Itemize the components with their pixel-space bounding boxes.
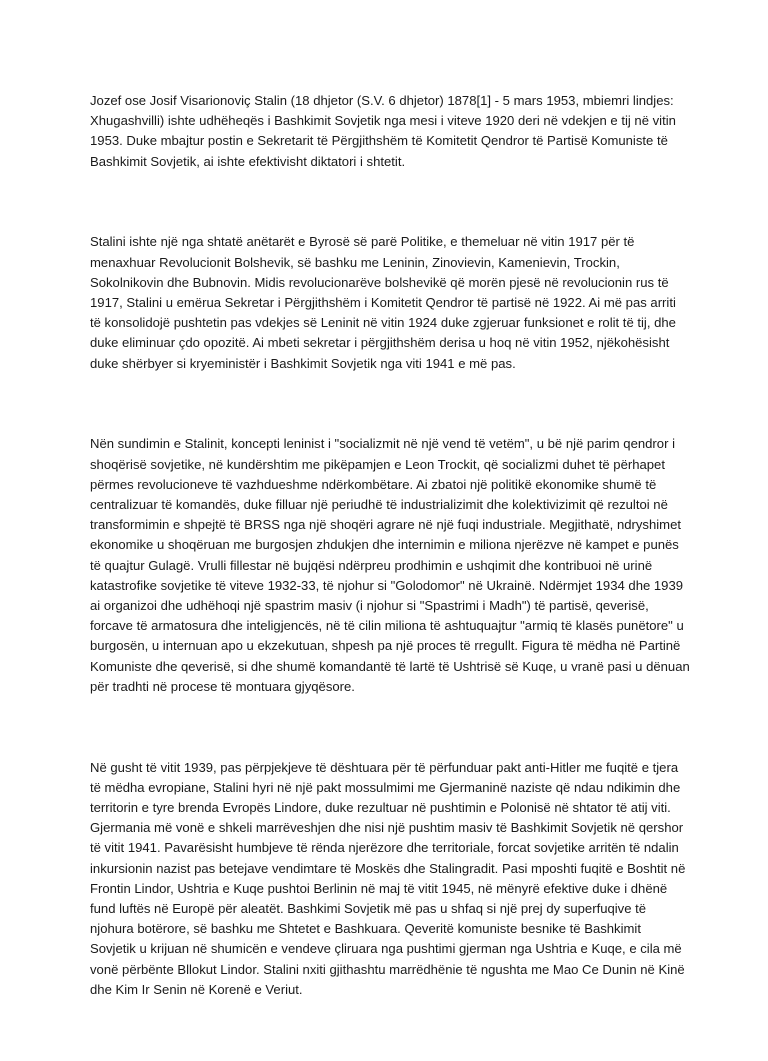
document-body <box>90 91 690 1061</box>
paragraph-politburo: Stalini ishte një nga shtatë anëtarët e Byrosë së parë Politike, e themeluar në vitin 1917 për të menaxhuar Revolucionit Bolshevik, së bashku me Leninin, Zinovievin, Kamenievin, Trockin, Sokolnikovin dhe Bubnovin. Midis revolucionarëve bolshevikë që morën pjesë në revolucionin rus të 1917, Stalini u emërua Sekretar i Përgjithshëm i Komitetit Qendror të partisë në 1922. Ai më pas arriti të konsolidojë pushtetin pas vdekjes së Leninit në vitin 1924 duke zgjeruar funksionet e rolit të tij, dhe duke eliminuar çdo opozitë. Ai mbeti sekretar i përgjithshëm derisa u hoq në vitin 1952, njëkohësisht duke shërbyer si kryeministër i Bashkimit Sovjetik nga viti 1941 e më pas. <box>90 234 676 371</box>
paragraph-intro: Jozef ose Josif Visarionoviç Stalin (18 dhjetor (S.V. 6 dhjetor) 1878[1] - 5 mars 1953, mbiemri lindjes: Xhugashvilli) ishte udhëheqës i Bashkimit Sovjetik nga mesi i viteve 1920 deri në vdekjen e tij në vitin 1953. Duke mbajtur postin e Sekretarit të Përgjithshëm të Komitetit Qendror të Partisë Komuniste të Bashkimit Sovjetik, ai ishte efektivisht diktatori i shtetit. <box>90 93 676 169</box>
paragraph-war: Në gusht të vitit 1939, pas përpjekjeve të dështuara për të përfunduar pakt anti-Hitler me fuqitë e tjera të mëdha evropiane, Stalini hyri në një pakt mossulmimi me Gjermaninë naziste që ndau ndikimin dhe territorin e tyre brenda Evropës Lindore, duke rezultuar në pushtimin e Polonisë në shtator të atij viti. Gjermania më vonë e shkeli marrëveshjen dhe nisi një pushtim masiv të Bashkimit Sovjetik në qershor të vitit 1941. Pavarësisht humbjeve të rënda njerëzore dhe territoriale, forcat sovjetike arritën të ndalin inkursionin nazist pas betejave vendimtare të Moskës dhe Stalingradit. Pasi mposhti fuqitë e Boshtit në Frontin Lindor, Ushtria e Kuqe pushtoi Berlinin në maj të vitit 1945, në mënyrë efektive duke i dhënë fund luftës në Europë për aleatët. Bashkimi Sovjetik më pas u shfaq si një prej dy superfuqive të njohura botërore, së bashku me Shtetet e Bashkuara. Qeveritë komuniste besnike të Bashkimit Sovjetik u krijuan në shumicën e vendeve çliruara nga pushtimi gjerman nga Ushtria e Kuqe, e cila më vonë përbënte Bllokut Lindor. Stalini nxiti gjithashtu marrëdhënie të ngushta me Mao Ce Dunin në Kinë dhe Kim Ir Senin në Korenë e Veriut. <box>90 759 686 997</box>
paragraph-rule: Nën sundimin e Stalinit, koncepti leninist i "socializmit në një vend të vetëm", u bë një parim qendror i shoqërisë sovjetike, në kundërshtim me pikëpamjen e Leon Trockit, që socializmi duhet të përhapet përmes revolucioneve të vazhdueshme ndërkombëtare. Ai zbatoi një politikë ekonomike shumë të centralizuar të komandës, duke filluar një periudhë të industrializimit dhe kolektivizimit që rezultoi në transformimin e shpejtë të BRSS nga një shoqëri agrare në një fuqi industriale. Megjithatë, ndryshimet ekonomike u shoqëruan me burgosjen zhdukjen dhe internimin e miliona njerëzve në kampet e punës të quajtur Gulagë. Vrulli fillestar në bujqësi ndërpreu prodhimin e ushqimit dhe kontribuoi në urinë katastrofike sovjetike të viteve 1932-33, të njohur si "Golodomor" në Ukrainë. Ndërmjet 1934 dhe 1939 ai organizoi dhe udhëhoqi një spastrim masiv (i njohur si "Spastrimi i Madh") të partisë, qeverisë, forcave të armatosura dhe inteligjencës, në të cilin miliona të ashtuquajtur "armiq të klasës punëtore" u burgosën, u internuan apo u ekzekutuan, shpesh pa një proces të rregullt. Figura të mëdha në Partinë Komuniste dhe qeverisë, si dhe shumë komandantë të lartë të Ushtrisë së Kuqe, u vranë pasi u dënuan për tradhti në procese të montuara gjyqësore. <box>90 436 690 694</box>
